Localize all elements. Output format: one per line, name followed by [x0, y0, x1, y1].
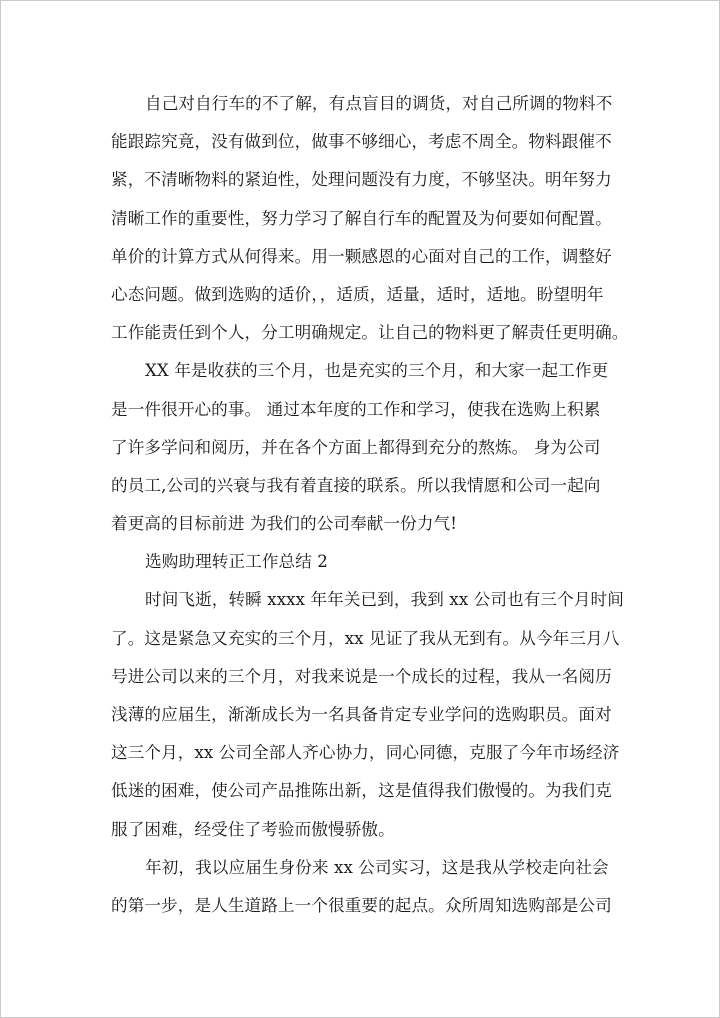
- text-line: 年初，我以应届生身份来 xx 公司实习，这是我从学校走向社会: [145, 857, 609, 877]
- document-body: [111, 85, 629, 925]
- text-line: 单价的计算方式从何得来。用一颗感恩的心面对自己的工作，调整好: [111, 246, 612, 266]
- text-line: 心态问题。做到选购的适价，，适质，适量，适时，适地。盼望明年: [111, 284, 604, 304]
- text-line: 是一件很开心的事。 通过本年度的工作和学习，使我在选购上积累: [111, 399, 601, 419]
- text-line: 着更高的目标前进 为我们的公司奉献一份力气!: [111, 514, 458, 534]
- text-line: 的第一步，是人生道路上一个很重要的起点。众所周知选购部是公司: [111, 895, 612, 915]
- section-heading: 选购助理转正工作总结 2: [145, 552, 328, 572]
- text-line: XX 年是收获的三个月，也是充实的三个月，和大家一起工作更: [145, 361, 609, 381]
- text-line: 服了困难，经受住了考验而傲慢骄傲。: [111, 819, 395, 839]
- text-line: 时间飞逝，转瞬 xxxx 年年关已到，我到 xx 公司也有三个月时间: [145, 590, 624, 610]
- text-line: 自己对自行车的不了解，有点盲目的调货，对自己所调的物料不: [145, 94, 613, 113]
- text-line: 的员工,公司的兴衰与我有着直接的联系。所以我情愿和公司一起向: [111, 475, 601, 495]
- text-line: 了。这是紧急又充实的三个月，xx 见证了我从无到有。从今年三月八: [111, 628, 620, 648]
- text-line: 号进公司以来的三个月，对我来说是一个成长的过程，我从一名阅历: [111, 666, 612, 686]
- text-line: 清晰工作的重要性，努力学习了解自行车的配置及为何要如何配置。: [111, 208, 612, 228]
- text-line: 浅薄的应届生，渐渐成长为一名具备肯定专业学问的选购职员。面对: [111, 705, 612, 724]
- text-line: 这三个月，xx 公司全部人齐心协力，同心同德，克服了今年市场经济: [111, 743, 620, 763]
- text-line: 能跟踪究竟，没有做到位，做事不够细心，考虑不周全。物料跟催不: [111, 132, 612, 152]
- text-line: 紧，不清晰物料的紧迫性，处理问题没有力度，不够坚决。明年努力: [111, 170, 612, 190]
- text-line: 了许多学问和阅历，并在各个方面上都得到充分的熬炼。 身为公司: [111, 437, 601, 457]
- text-line: 低迷的困难，使公司产品推陈出新，这是值得我们傲慢的。为我们克: [111, 781, 612, 801]
- text-line: 工作能责任到个人，分工明确规定。让自己的物料更了解责任更明确。: [111, 323, 629, 343]
